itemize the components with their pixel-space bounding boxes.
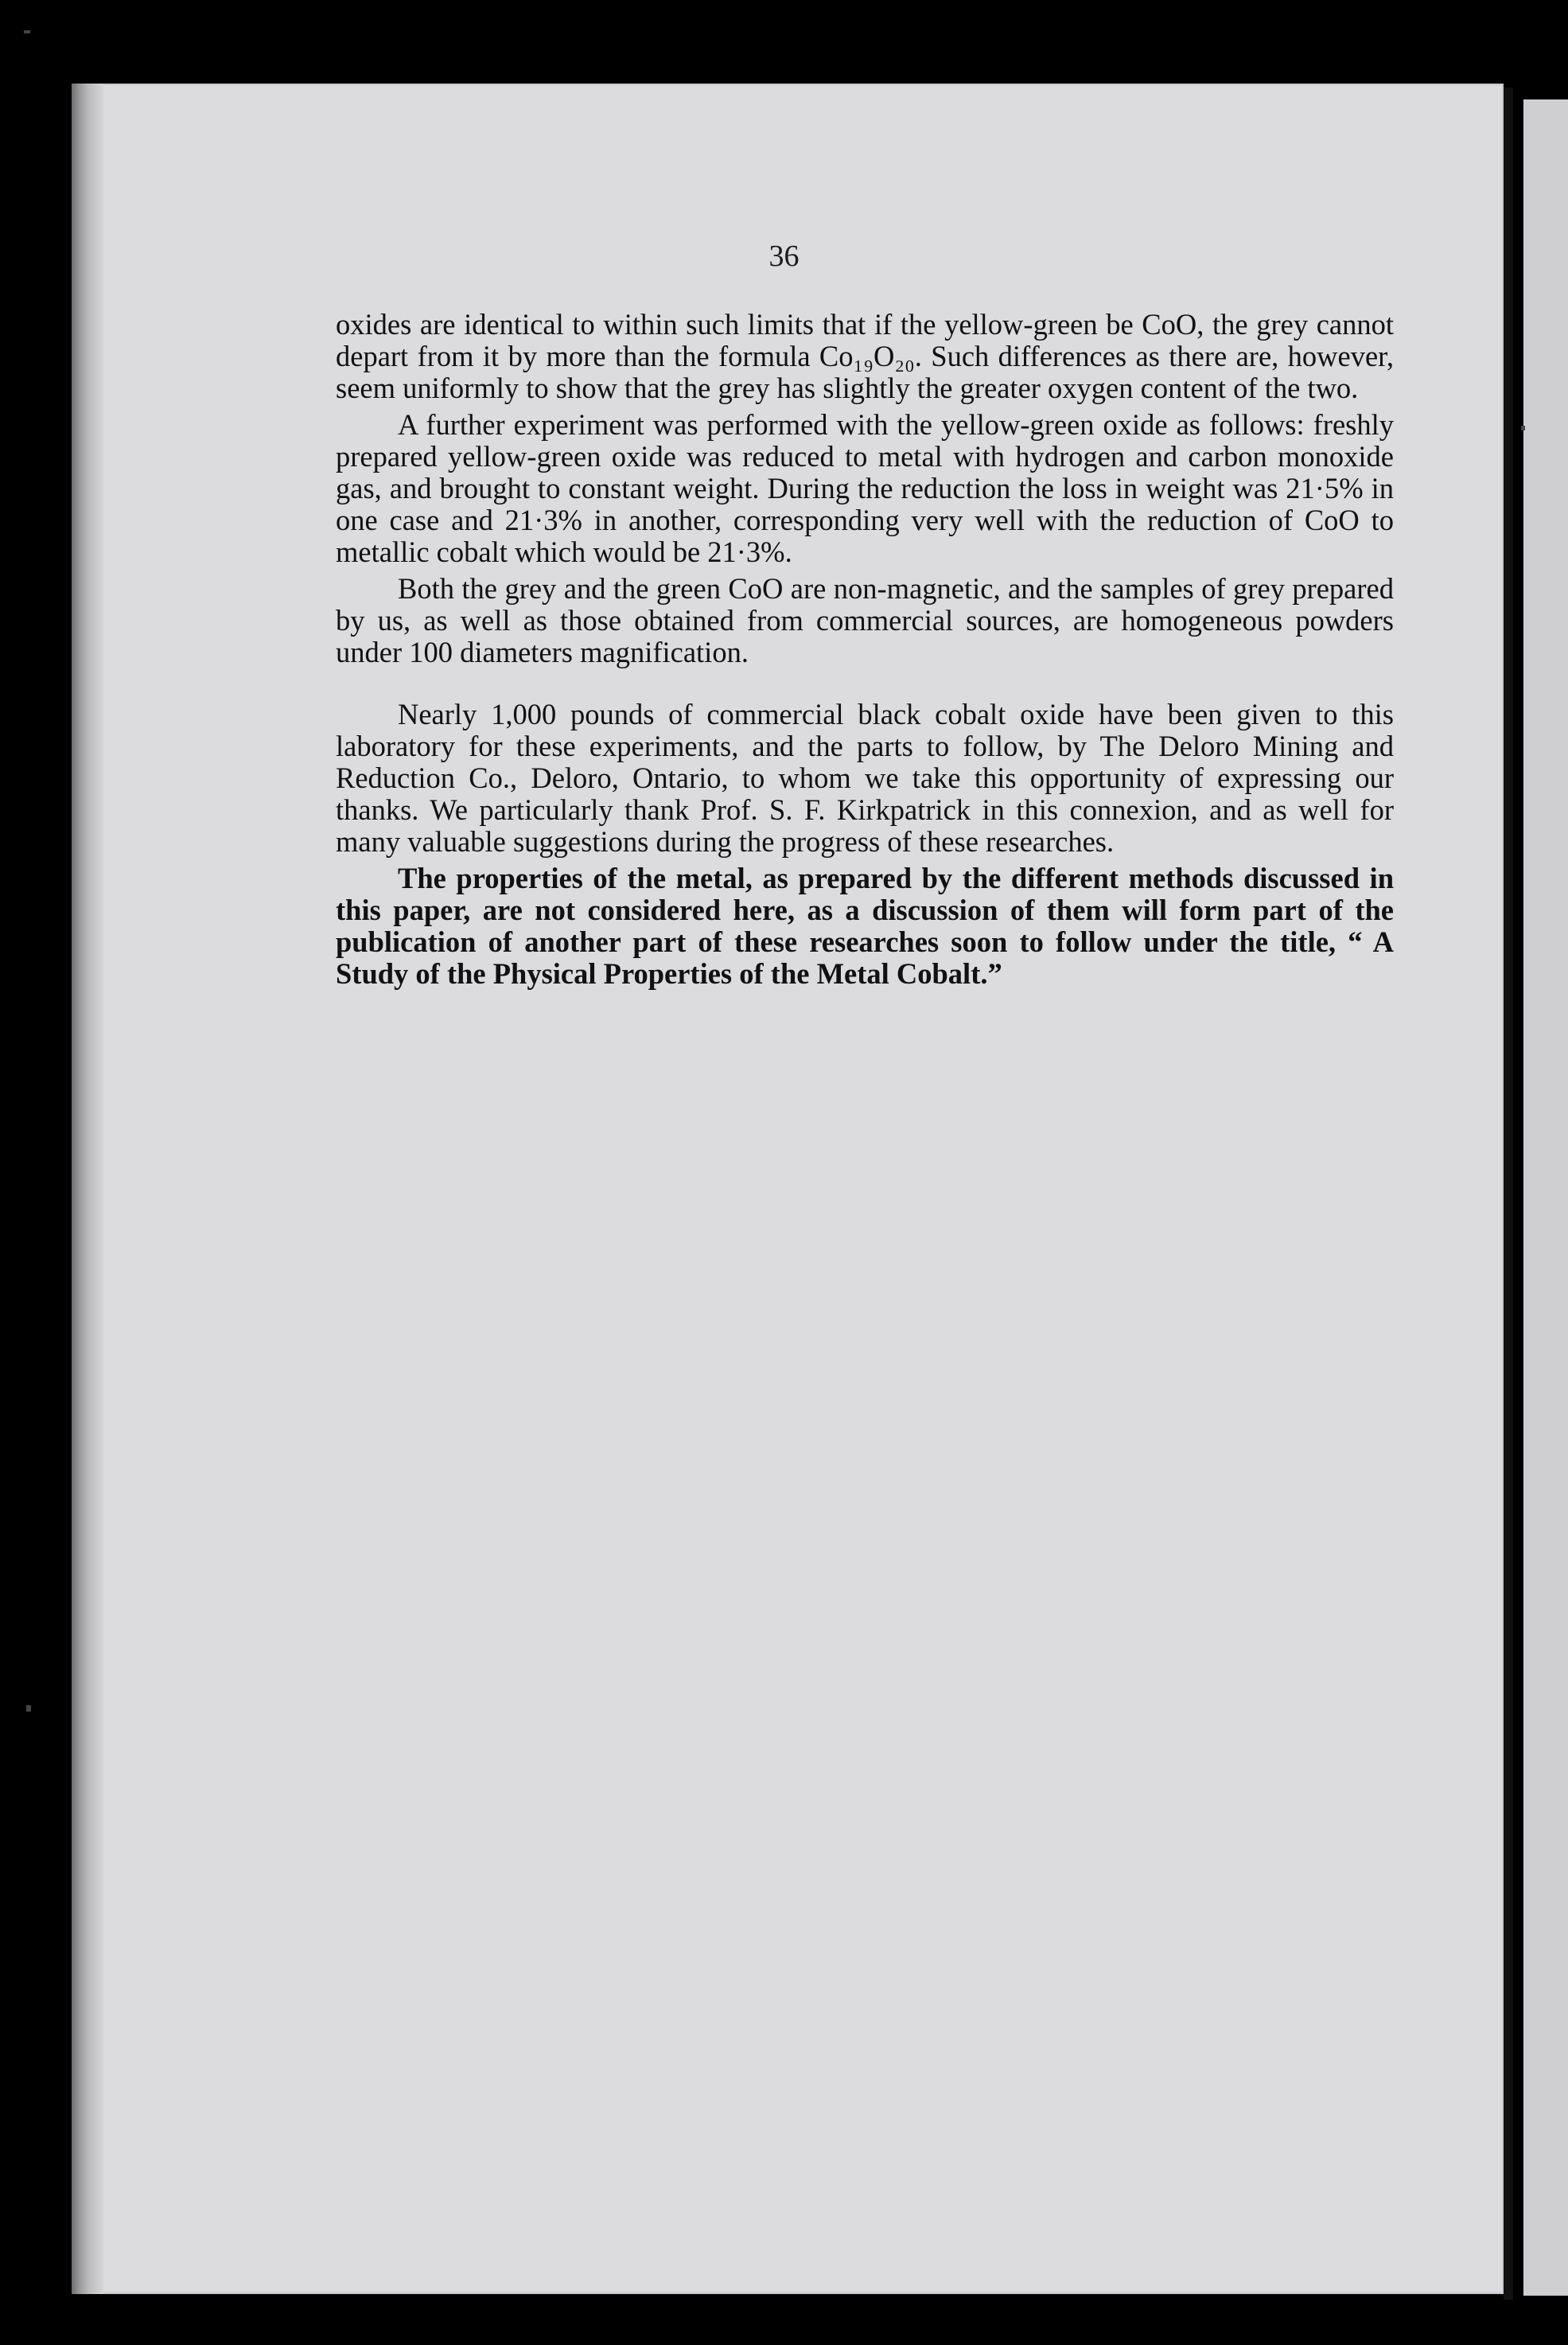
adjacent-page-edge xyxy=(1523,99,1568,2296)
paragraph: A further experiment was performed with the yellow-green oxide as follows: freshly prepared yellow-green oxide was reduced to metal with hydrogen and carbon monoxide gas, and brought to constant weight. During the reduction the loss in weight was 21·5% in one case and 21·3% in another, corresponding very well with the reduction of CoO to metallic cobalt which would be 21·3%. xyxy=(336,408,1394,568)
closing-paragraph: The properties of the metal, as prepared by the different methods discussed in this paper, are not considered here, as a discussion of them will form part of the publication of another part of these researches soon to follow under the title, “ A Study of the Physical Properties of the Metal Cobalt.” xyxy=(336,862,1394,990)
page-edge-divider xyxy=(1504,88,1513,2300)
body-text xyxy=(336,309,1394,995)
scan-artifact xyxy=(24,30,30,33)
acknowledgement-paragraph: Nearly 1,000 pounds of commercial black cobalt oxide have been given to this laboratory for these experiments, and the parts to follow, by The Deloro Mining and Reduction Co., Deloro, Ontario, to whom we take this opportunity of expressing our thanks. We particularly thank Prof. S. F. Kirkpatrick in this connexion, and as well for many valuable suggestions during the progress of these researches. xyxy=(336,698,1394,858)
page-binding-shadow xyxy=(72,84,103,2294)
scan-artifact xyxy=(26,1705,31,1712)
page-number: 36 xyxy=(768,240,800,273)
paragraph: Both the grey and the green CoO are non-magnetic, and the samples of grey prepared by us, as well as those obtained from commercial sources, are homogeneous powders under 100 diameters magnification. xyxy=(336,572,1394,668)
scan-artifact xyxy=(1521,426,1525,430)
paragraph: oxides are identical to within such limits that if the yellow-green be CoO, the grey cannot depart from it by more than the formula Co₁₉O₂₀. Such differences as there are, however, seem uniformly to show that the grey has slightly the greater oxygen content of the two. xyxy=(336,308,1394,404)
